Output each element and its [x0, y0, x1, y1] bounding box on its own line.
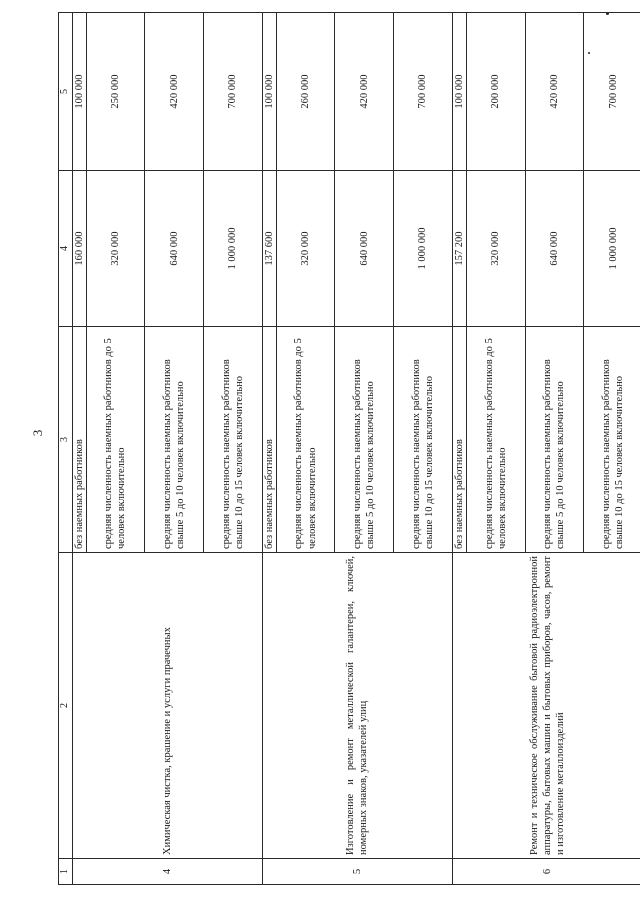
- value-cell: 420 000: [525, 13, 584, 171]
- value-cell: 200 000: [466, 13, 525, 171]
- value-cell: 157 200: [452, 171, 466, 327]
- value-cell: 420 000: [145, 13, 204, 171]
- condition-cell: средняя численность наемных работников свыше 10 до 15 человек включительно: [394, 327, 453, 553]
- condition-cell: без наемных работников: [72, 327, 86, 553]
- value-cell: 640 000: [335, 171, 394, 327]
- condition-cell: без наемных работников: [452, 327, 466, 553]
- value-cell: 700 000: [203, 13, 262, 171]
- value-cell: 137 600: [262, 171, 276, 327]
- value-cell: 100 000: [72, 13, 86, 171]
- table-row: [72, 13, 86, 885]
- activity-cell: Ремонт и техническое обслуживание бытовой радиоэлектронной аппаратуры, бытовых машин и бытовых приборов, часов, ремонт и изготовление металлоизделий: [452, 553, 640, 859]
- value-cell: 700 000: [394, 13, 453, 171]
- value-cell: 700 000: [584, 13, 640, 171]
- value-cell: 1 000 000: [394, 171, 453, 327]
- activity-cell: Изготовление и ремонт металлической галантереи, ключей, номерных знаков, указателей улиц: [262, 553, 452, 859]
- table-row: [262, 13, 276, 885]
- condition-cell: средняя численность наемных работников свыше 5 до 10 человек включительно: [145, 327, 204, 553]
- value-cell: 640 000: [525, 171, 584, 327]
- table-row: [452, 13, 466, 885]
- activity-cell: Химическая чистка, крашение и услуги прачечных: [72, 553, 262, 859]
- value-cell: 260 000: [276, 13, 335, 171]
- condition-cell: средняя численность наемных работников свыше 5 до 10 человек включительно: [525, 327, 584, 553]
- tariff-table: [58, 12, 640, 885]
- condition-cell: средняя численность наемных работников свыше 10 до 15 человек включительно: [584, 327, 640, 553]
- section-number: 6: [452, 859, 640, 885]
- value-cell: 100 000: [452, 13, 466, 171]
- section-number: 5: [262, 859, 452, 885]
- condition-cell: средняя численность наемных работников свыше 5 до 10 человек включительно: [335, 327, 394, 553]
- header-cell: 4: [59, 171, 73, 327]
- value-cell: 1 000 000: [203, 171, 262, 327]
- header-cell: 3: [59, 327, 73, 553]
- header-row: [59, 13, 73, 885]
- value-cell: 100 000: [262, 13, 276, 171]
- value-cell: 160 000: [72, 171, 86, 327]
- value-cell: 320 000: [466, 171, 525, 327]
- section-number: 4: [72, 859, 262, 885]
- condition-cell: средняя численность наемных работников до 5 человек включительно: [86, 327, 145, 553]
- value-cell: 420 000: [335, 13, 394, 171]
- value-cell: 250 000: [86, 13, 145, 171]
- rotated-table-container: [58, 18, 640, 885]
- page-number: 3: [30, 429, 45, 437]
- header-cell: 2: [59, 553, 73, 859]
- value-cell: 1 000 000: [584, 171, 640, 327]
- condition-cell: без наемных работников: [262, 327, 276, 553]
- value-cell: 640 000: [145, 171, 204, 327]
- header-cell: 1: [59, 859, 73, 885]
- value-cell: 320 000: [86, 171, 145, 327]
- condition-cell: средняя численность наемных работников до 5 человек включительно: [276, 327, 335, 553]
- condition-cell: средняя численность наемных работников свыше 10 до 15 человек включительно: [203, 327, 262, 553]
- value-cell: 320 000: [276, 171, 335, 327]
- header-cell: 5: [59, 13, 73, 171]
- condition-cell: средняя численность наемных работников до 5 человек включительно: [466, 327, 525, 553]
